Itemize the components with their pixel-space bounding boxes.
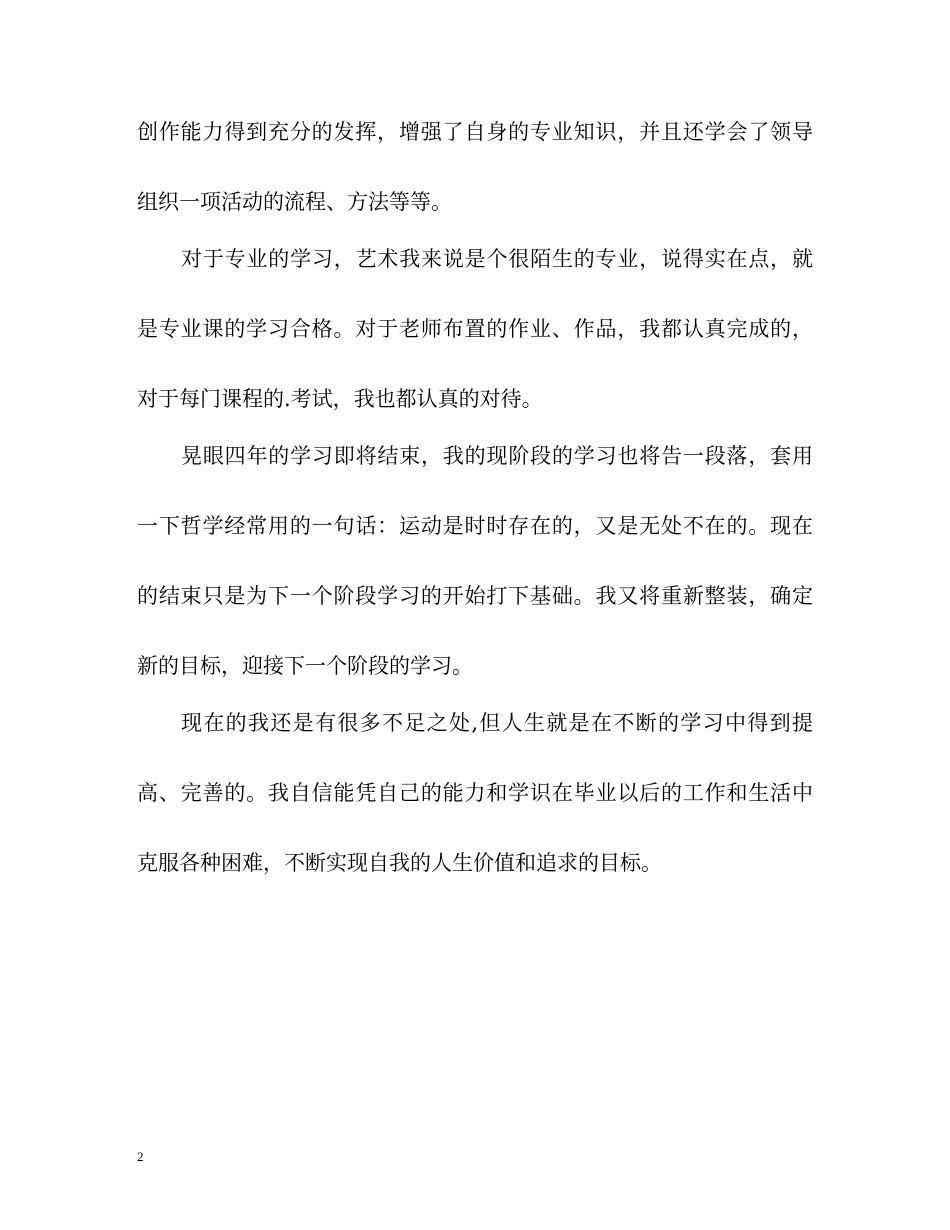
text-line: 克服各种困难，不断实现自我的人生价值和追求的目标。 <box>137 851 662 875</box>
text-line: 新的目标，迎接下一个阶段的学习。 <box>137 654 473 678</box>
text-line: 晃眼四年的学习即将结束，我的现阶段的学习也将告一段落，套用 <box>181 444 813 468</box>
page-number: 2 <box>137 1149 144 1164</box>
body-text <box>137 120 813 921</box>
text-line: 高、完善的。我自信能凭自己的能力和学识在毕业以后的工作和生活中 <box>137 781 813 805</box>
text-line: 对于专业的学习，艺术我来说是个很陌生的专业，说得实在点，就 <box>181 247 813 271</box>
text-line: 组织一项活动的流程、方法等等。 <box>137 190 452 214</box>
text-line: 对于每门课程的.考试，我也都认真的对待。 <box>137 387 543 411</box>
text-line: 是专业课的学习合格。对于老师布置的作业、作品，我都认真完成的， <box>137 317 813 341</box>
text-line: 一下哲学经常用的一句话：运动是时时存在的，又是无处不在的。现在 <box>137 514 813 538</box>
text-line: 的结束只是为下一个阶段学习的开始打下基础。我又将重新整装，确定 <box>137 584 813 608</box>
text-line: 现在的我还是有很多不足之处,但人生就是在不断的学习中得到提 <box>181 711 813 735</box>
text-line: 创作能力得到充分的发挥，增强了自身的专业知识，并且还学会了领导 <box>137 120 813 144</box>
